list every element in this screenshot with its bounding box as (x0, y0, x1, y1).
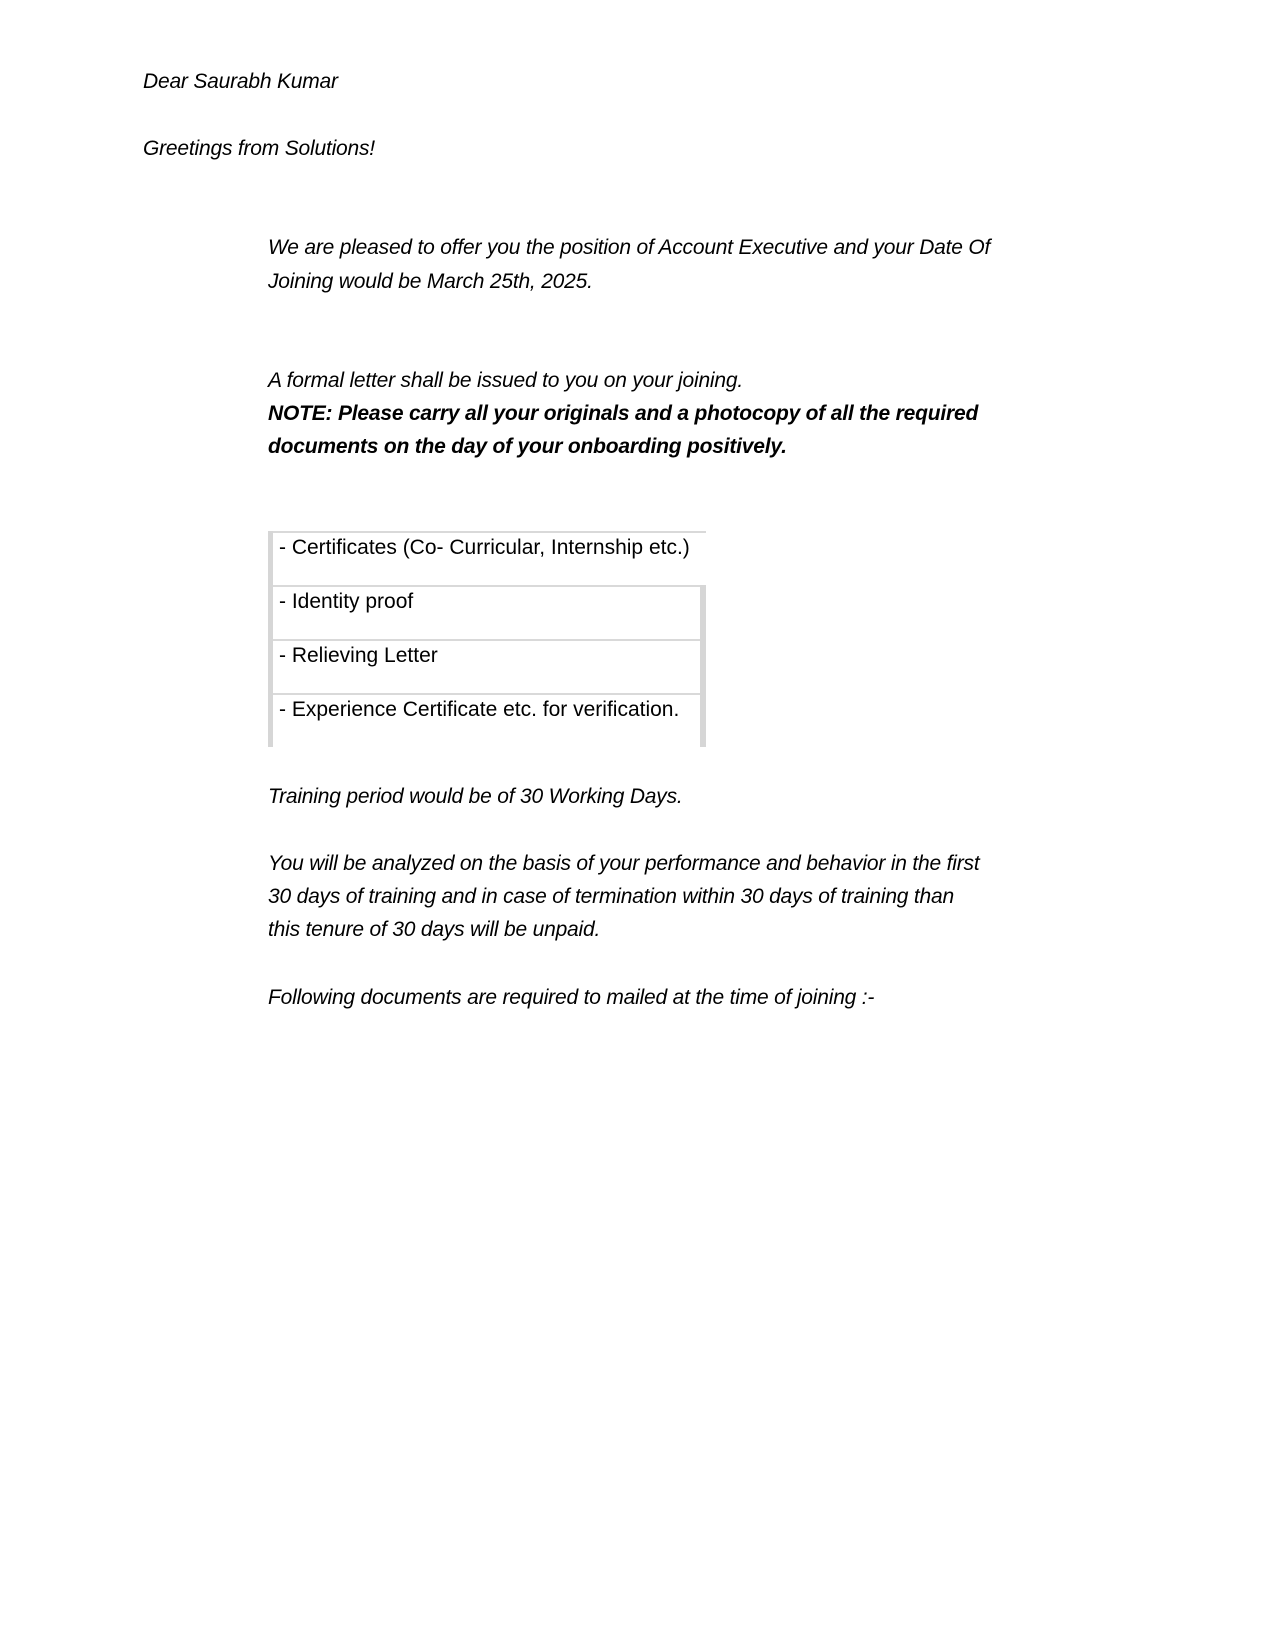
table-row: - Certificates (Co- Curricular, Internship etc.) (273, 531, 706, 585)
table-row: - Experience Certificate etc. for verification. (273, 693, 700, 747)
analysis-line-1: You will be analyzed on the basis of your performance and behavior in the first (268, 852, 980, 875)
offer-line-1: We are pleased to offer you the position of Account Executive and your Date Of (268, 236, 991, 259)
following-documents-text: Following documents are required to mailed at the time of joining :- (268, 986, 875, 1009)
table-row: - Identity proof (273, 585, 700, 639)
note-line-1: NOTE: Please carry all your originals and a photocopy of all the required (268, 402, 979, 425)
formal-letter-text: A formal letter shall be issued to you on your joining. (268, 369, 743, 392)
salutation: Dear Saurabh Kumar (143, 70, 338, 93)
training-text: Training period would be of 30 Working Days. (268, 785, 683, 808)
offer-line-2: Joining would be March 25th, 2025. (268, 270, 593, 293)
greeting: Greetings from Solutions! (143, 137, 375, 160)
note-line-2: documents on the day of your onboarding positively. (268, 435, 787, 458)
table-row: - Relieving Letter (273, 639, 700, 693)
analysis-line-2: 30 days of training and in case of termination within 30 days of training than (268, 885, 954, 908)
table-right-border (700, 585, 706, 747)
analysis-line-3: this tenure of 30 days will be unpaid. (268, 918, 601, 941)
documents-table (268, 531, 706, 747)
